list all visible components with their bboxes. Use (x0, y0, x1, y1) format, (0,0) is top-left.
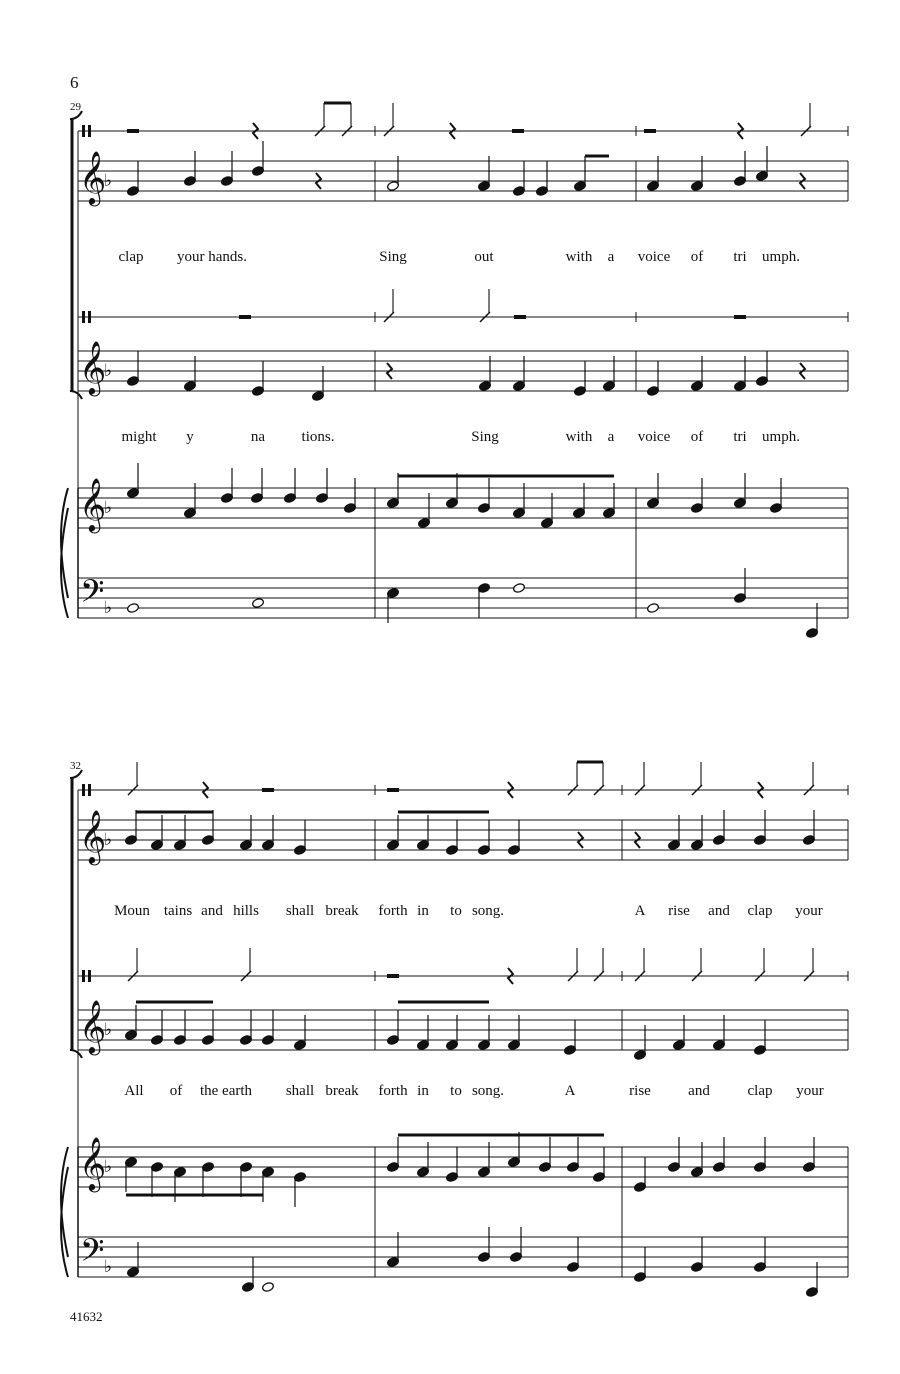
lyric-syllable: with (565, 429, 593, 445)
lyric-syllable: in (417, 1083, 429, 1099)
lyric-syllable: clap (747, 903, 773, 919)
lyric-syllable: All (124, 1083, 144, 1099)
lyric-syllable: song. (471, 1083, 505, 1099)
lyric-syllable: y (186, 429, 194, 445)
lyric-syllable: Moun (114, 903, 150, 919)
half-rest (387, 788, 399, 792)
note-head (513, 583, 526, 594)
lyric-syllable: rise (668, 903, 690, 919)
treble-clef: 𝄞 (79, 340, 107, 394)
lyric-syllable: in (417, 903, 429, 919)
lyric-syllable: your (796, 1083, 824, 1099)
lyric-syllable: of (169, 1083, 183, 1099)
lyric-syllable: break (325, 903, 359, 919)
lyric-syllable: na (250, 429, 266, 445)
lyric-syllable: voice (637, 249, 671, 265)
lyric-syllable: might (121, 429, 157, 445)
half-rest (127, 129, 139, 133)
percussion-clef (88, 311, 91, 323)
lyric-syllable: a (607, 249, 615, 265)
half-rest (644, 129, 656, 133)
lyric-syllable: tri (733, 249, 747, 265)
lyric-syllable: to (450, 903, 462, 919)
percussion-clef (82, 784, 85, 796)
key-signature-flat: ♭ (104, 361, 113, 381)
lyric-syllable: clap (118, 249, 144, 265)
lyric-syllable: your (795, 903, 823, 919)
lyric-syllable: Sing (379, 249, 407, 265)
percussion-clef (88, 125, 91, 137)
lyric-syllable: hills (233, 903, 259, 919)
lyric-syllable: umph. (762, 429, 800, 445)
key-signature-flat: ♭ (104, 1157, 113, 1177)
lyric-syllable: and (708, 903, 730, 919)
half-rest (387, 974, 399, 978)
percussion-clef (88, 970, 91, 982)
lyric-syllable: shall (285, 903, 315, 919)
measure-number-system-1: 29 (70, 101, 81, 113)
treble-clef: 𝄞 (79, 809, 107, 863)
percussion-clef (82, 311, 85, 323)
half-rest (262, 788, 274, 792)
bracket-hook (70, 770, 82, 778)
lyric-syllable: Sing (471, 429, 499, 445)
lyric-syllable: rise (629, 1083, 651, 1099)
piano-brace (61, 488, 68, 618)
half-rest (239, 315, 251, 319)
lyric-syllable: umph. (762, 249, 800, 265)
lyric-syllable: with (565, 249, 593, 265)
percussion-clef (88, 784, 91, 796)
lyric-syllable: your hands. (177, 249, 247, 265)
half-rest (512, 129, 524, 133)
lyric-syllable: tri (733, 429, 747, 445)
lyric-syllable: tains (163, 903, 193, 919)
lyric-syllable: forth (378, 903, 408, 919)
lyric-syllable: break (325, 1083, 359, 1099)
bass-clef: 𝄢 (80, 1232, 105, 1276)
percussion-clef (82, 125, 85, 137)
lyric-syllable: and (201, 903, 223, 919)
lyric-syllable: to (450, 1083, 462, 1099)
lyric-syllable: shall (285, 1083, 315, 1099)
lyric-syllable: a (607, 429, 615, 445)
key-signature-flat: ♭ (104, 171, 113, 191)
measure-number-system-2: 32 (70, 760, 81, 772)
treble-clef: 𝄞 (79, 477, 107, 531)
catalog-number: 41632 (70, 1309, 103, 1324)
key-signature-flat: ♭ (104, 598, 113, 618)
lyric-syllable: forth (378, 1083, 408, 1099)
note-head (252, 598, 265, 609)
bracket-hook (70, 111, 82, 119)
lyric-syllable: song. (471, 903, 505, 919)
note-head (262, 1282, 275, 1293)
treble-clef: 𝄞 (79, 150, 107, 204)
lyric-syllable: out (474, 249, 494, 265)
treble-clef: 𝄞 (79, 1136, 107, 1190)
lyric-syllable: A (564, 1083, 576, 1099)
key-signature-flat: ♭ (104, 498, 113, 518)
percussion-clef (82, 970, 85, 982)
key-signature-flat: ♭ (104, 830, 113, 850)
piano-brace (61, 1147, 68, 1277)
half-rest (734, 315, 746, 319)
half-rest (514, 315, 526, 319)
note-head (127, 603, 140, 614)
note-head (647, 603, 660, 614)
lyric-syllable: and (688, 1083, 710, 1099)
lyric-syllable: A (634, 903, 646, 919)
lyric-syllable: voice (637, 429, 671, 445)
lyric-syllable: of (690, 429, 704, 445)
lyric-syllable: clap (747, 1083, 773, 1099)
key-signature-flat: ♭ (104, 1020, 113, 1040)
page-number: 6 (70, 73, 79, 92)
lyric-syllable: the earth (199, 1083, 253, 1099)
bass-clef: 𝄢 (80, 573, 105, 617)
lyric-syllable: tions. (301, 429, 335, 445)
treble-clef: 𝄞 (79, 999, 107, 1053)
lyric-syllable: of (690, 249, 704, 265)
key-signature-flat: ♭ (104, 1257, 113, 1277)
